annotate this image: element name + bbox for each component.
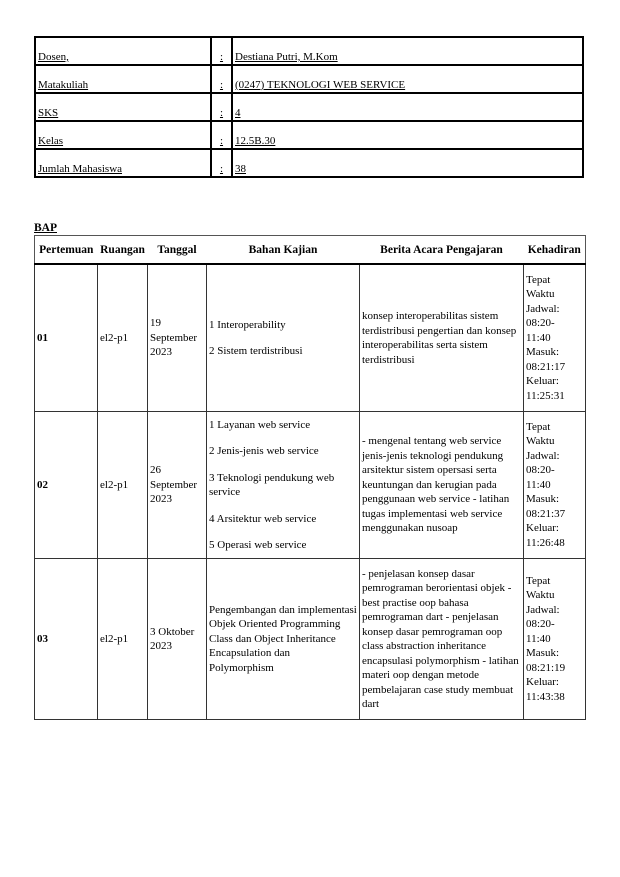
bap-table <box>34 235 586 720</box>
attendance <box>524 412 586 559</box>
header-report: Berita Acara Pengajaran <box>360 236 524 265</box>
meeting-number: 01 <box>35 264 98 412</box>
attendance-line: Masuk: <box>526 647 559 660</box>
info-row-lecturer <box>35 37 583 65</box>
attendance-line: 08:20- <box>526 618 555 631</box>
attendance-line: 11:26:48 <box>526 536 565 549</box>
header-attendance: Kehadiran <box>524 236 586 265</box>
topic-item: 2 Sistem terdistribusi <box>209 345 303 357</box>
room: el2-p1 <box>98 264 148 412</box>
topic-item: 4 Arsitektur web service <box>209 512 317 525</box>
attendance-line: 11:40 <box>526 478 551 491</box>
topic-item: 5 Operasi web service <box>209 539 307 551</box>
info-label: Jumlah Mahasiswa <box>35 149 211 177</box>
attendance-line: Masuk: <box>526 346 559 359</box>
date: 3 Oktober 2023 <box>148 559 207 720</box>
date: 19 September 2023 <box>148 264 207 412</box>
info-label: Kelas <box>35 121 211 149</box>
report: - penjelasan konsep dasar pemrograman berorientasi objek - best practise oop bahasa pemrograman dart - penjelasan konsep dasar pemrograman oop class abstraction inheritance encapsulasi polymorphism - latihan materi oop dengan metode pembelajaran case study membuat dart <box>360 559 524 720</box>
info-separator: : <box>211 37 232 65</box>
topics <box>207 559 360 720</box>
room: el2-p1 <box>98 412 148 559</box>
meeting-number: 02 <box>35 412 98 559</box>
attendance-line: Masuk: <box>526 493 559 506</box>
info-value: Destiana Putri, M.Kom <box>232 37 583 65</box>
attendance-line: 08:21:17 <box>526 360 566 373</box>
attendance-line: Waktu <box>526 589 555 602</box>
attendance-line: Keluar: <box>526 522 559 535</box>
attendance-line: 08:20- <box>526 464 555 477</box>
info-value: (0247) TEKNOLOGI WEB SERVICE <box>232 65 583 93</box>
info-separator: : <box>211 93 232 121</box>
info-value: 4 <box>232 93 583 121</box>
table-header-row <box>35 236 586 265</box>
info-row-students <box>35 149 583 177</box>
header-room: Ruangan <box>98 236 148 265</box>
attendance-line: 08:20- <box>526 317 555 330</box>
topic-item: Pengembangan dan implementasi Objek Oriented Programming Class dan Object Inheritance Encapsulation dan Polymorphism <box>209 603 357 674</box>
topic-item: 1 Layanan web service <box>209 418 311 431</box>
attendance-line: 11:40 <box>526 331 551 344</box>
attendance-line: 11:25:31 <box>526 389 565 402</box>
info-label: SKS <box>35 93 211 121</box>
topics <box>207 264 360 412</box>
info-row-sks <box>35 93 583 121</box>
attendance-line: Jadwal: <box>526 449 560 462</box>
attendance-line: 11:43:38 <box>526 690 565 703</box>
attendance-line: Jadwal: <box>526 302 560 315</box>
info-label: Matakuliah <box>35 65 211 93</box>
header-topics: Bahan Kajian <box>207 236 360 265</box>
attendance-line: Keluar: <box>526 375 559 388</box>
course-info-table <box>34 36 584 178</box>
report: konsep interoperabilitas sistem terdistribusi pengertian dan konsep interoperabilitas serta sistem terdistribusi <box>360 264 524 412</box>
attendance-line: Waktu <box>526 435 555 448</box>
attendance-line: 11:40 <box>526 632 551 645</box>
topic-item: 2 Jenis-jenis web service <box>209 445 319 457</box>
info-row-class <box>35 121 583 149</box>
info-separator: : <box>211 149 232 177</box>
table-row <box>35 559 586 720</box>
header-date: Tanggal <box>148 236 207 265</box>
bap-heading: BAP <box>34 222 57 234</box>
report: - mengenal tentang web service jenis-jenis teknologi pendukung arsitektur sistem opersasi serta keuntungan dan kerugian pada penggunaan web service - latihan tugas implementasi web service menggunakan nusoap <box>360 412 524 559</box>
topic-item: 3 Teknologi pendukung web service <box>209 471 335 498</box>
topic-item: 1 Interoperability <box>209 318 286 331</box>
room: el2-p1 <box>98 559 148 720</box>
attendance-line: Tepat <box>526 273 551 286</box>
attendance <box>524 264 586 412</box>
attendance-line: Keluar: <box>526 676 559 689</box>
attendance-line: Tepat <box>526 574 551 587</box>
attendance-line: Jadwal: <box>526 603 560 616</box>
attendance-line: 08:21:37 <box>526 507 566 520</box>
info-value: 12.5B.30 <box>232 121 583 149</box>
attendance-line: Waktu <box>526 288 555 301</box>
info-separator: : <box>211 65 232 93</box>
info-row-course <box>35 65 583 93</box>
info-label: Dosen, <box>35 37 211 65</box>
attendance-line: Tepat <box>526 420 551 433</box>
info-value: 38 <box>232 149 583 177</box>
meeting-number: 03 <box>35 559 98 720</box>
table-row <box>35 412 586 559</box>
attendance <box>524 559 586 720</box>
table-row <box>35 264 586 412</box>
topics <box>207 412 360 559</box>
date: 26 September 2023 <box>148 412 207 559</box>
info-separator: : <box>211 121 232 149</box>
header-meeting: Pertemuan <box>35 236 98 265</box>
attendance-line: 08:21:19 <box>526 661 566 674</box>
